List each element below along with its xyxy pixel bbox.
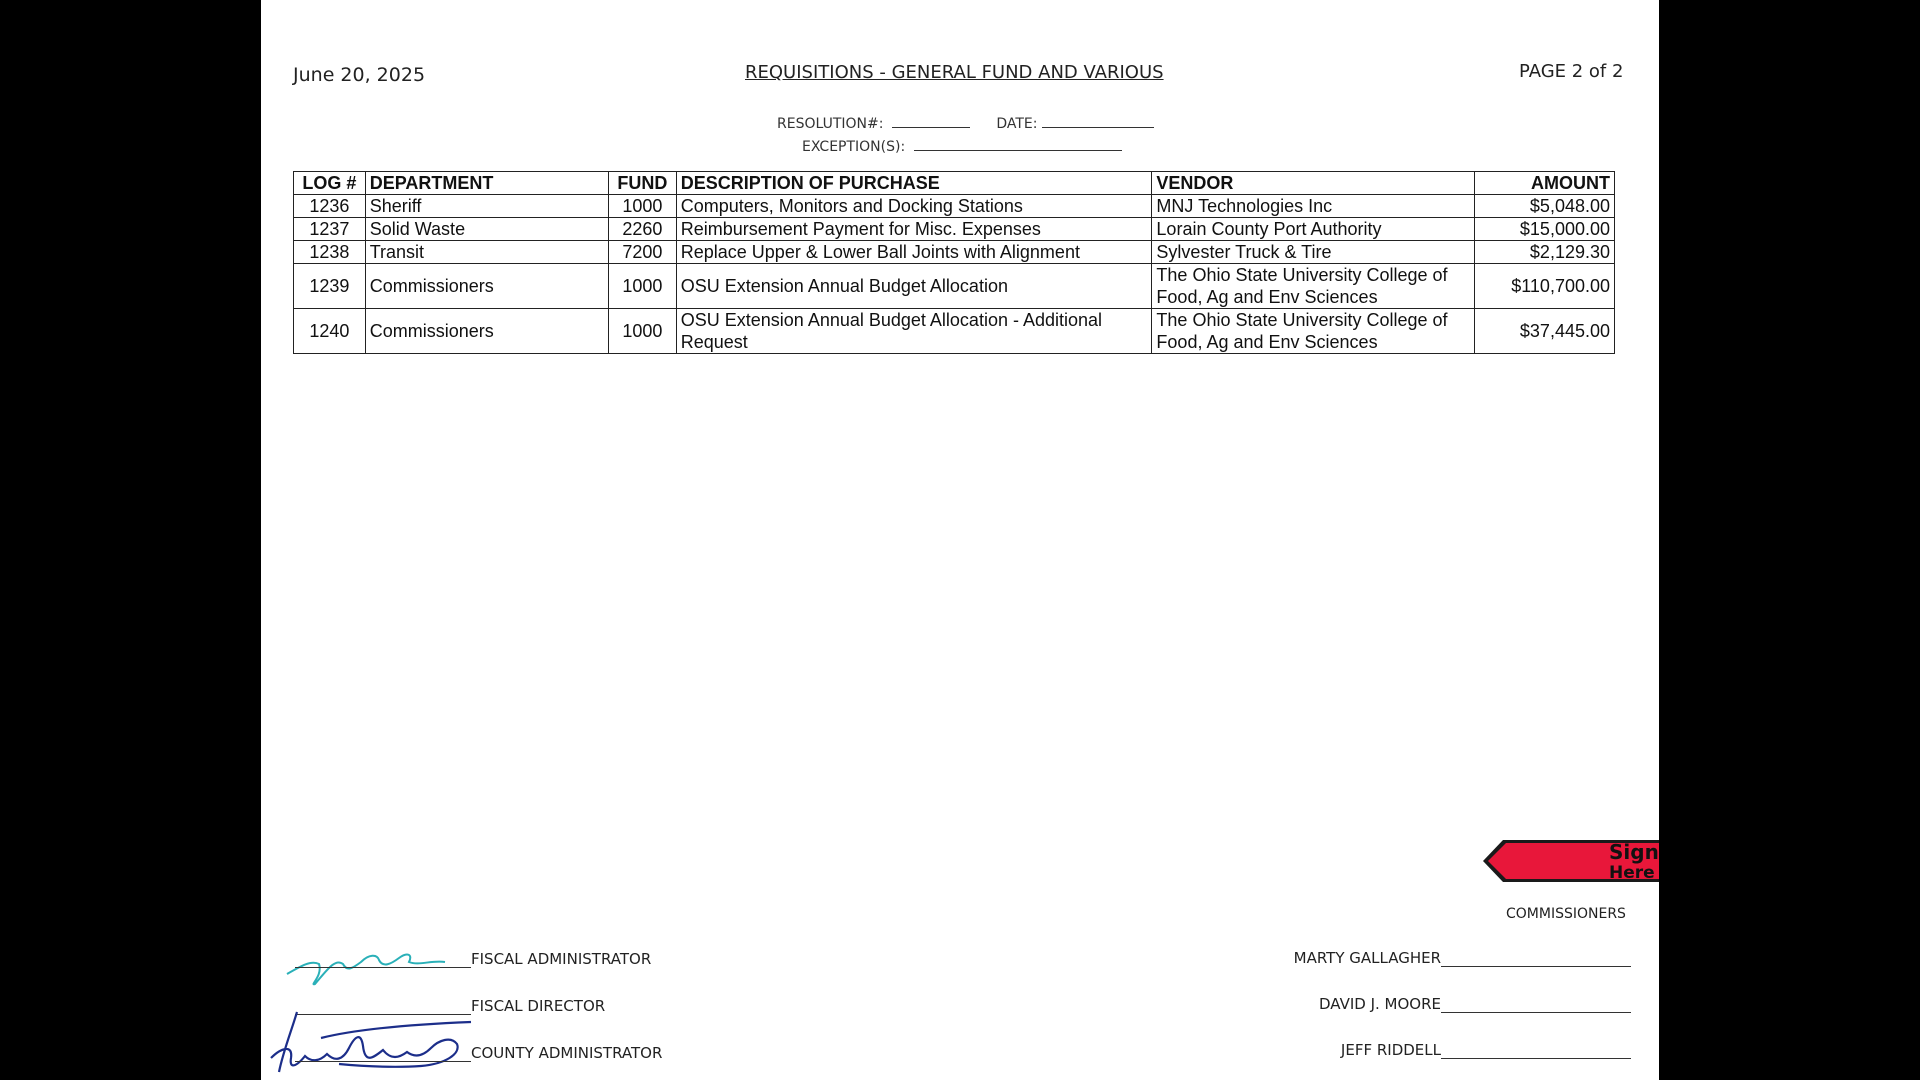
exceptions-label: EXCEPTION(S): [802, 139, 906, 155]
cell-log: 1240 [294, 309, 366, 354]
cell-department: Solid Waste [365, 218, 608, 241]
commissioner-3-line [1341, 1041, 1631, 1059]
col-header-amount: AMOUNT [1474, 172, 1614, 195]
cell-log: 1237 [294, 218, 366, 241]
commissioner-1-line [1294, 949, 1631, 967]
sign-here-text-2: Here [1609, 863, 1655, 883]
col-header-fund: FUND [609, 172, 677, 195]
resolution-label: RESOLUTION#: [777, 116, 884, 132]
exceptions-blank [914, 137, 1122, 151]
commissioner-2-name: DAVID J. MOORE [1318, 995, 1441, 1013]
col-header-log: LOG # [294, 172, 366, 195]
cell-amount: $15,000.00 [1474, 218, 1614, 241]
fiscal-admin-blank [295, 966, 471, 968]
cell-fund: 2260 [609, 218, 677, 241]
col-header-vendor: VENDOR [1152, 172, 1474, 195]
requisitions-table [293, 171, 1615, 354]
fiscal-admin-line [295, 950, 651, 968]
cell-vendor: The Ohio State University College of Food, Ag and Env Sciences [1152, 309, 1474, 354]
cell-vendor: The Ohio State University College of Food, Ag and Env Sciences [1152, 264, 1474, 309]
cell-description: OSU Extension Annual Budget Allocation [676, 264, 1152, 309]
cell-log: 1239 [294, 264, 366, 309]
cell-department: Sheriff [365, 195, 608, 218]
commissioner-3-name: JEFF RIDDELL [1340, 1041, 1441, 1059]
cell-amount: $37,445.00 [1474, 309, 1614, 354]
cell-fund: 1000 [609, 195, 677, 218]
table-row [294, 195, 1615, 218]
table-header-row [294, 172, 1615, 195]
document-title: REQUISITIONS - GENERAL FUND AND VARIOUS [745, 62, 1164, 83]
fiscal-director-label: FISCAL DIRECTOR [471, 997, 606, 1015]
cell-vendor: Sylvester Truck & Tire [1152, 241, 1474, 264]
document-date: June 20, 2025 [293, 64, 426, 86]
commissioner-2-blank[interactable] [1441, 1011, 1631, 1013]
cell-fund: 1000 [609, 264, 677, 309]
fiscal-admin-label: FISCAL ADMINISTRATOR [471, 950, 652, 968]
col-header-description: DESCRIPTION OF PURCHASE [676, 172, 1152, 195]
commissioner-2-line [1319, 995, 1631, 1013]
cell-fund: 7200 [609, 241, 677, 264]
cell-department: Commissioners [365, 309, 608, 354]
cell-amount: $110,700.00 [1474, 264, 1614, 309]
commissioner-1-name: MARTY GALLAGHER [1293, 949, 1441, 967]
cell-description: OSU Extension Annual Budget Allocation - Additional Request [676, 309, 1152, 354]
table-row [294, 264, 1615, 309]
cell-vendor: Lorain County Port Authority [1152, 218, 1474, 241]
page-number: PAGE 2 of 2 [1519, 61, 1624, 82]
commissioner-1-blank[interactable] [1441, 965, 1631, 967]
table-row [294, 309, 1615, 354]
table-row [294, 218, 1615, 241]
resolution-line [777, 114, 1154, 132]
cell-log: 1236 [294, 195, 366, 218]
table-row [294, 241, 1615, 264]
sign-here-text: Sign [1609, 840, 1659, 864]
commissioners-label: COMMISSIONERS [1506, 906, 1626, 922]
county-admin-label: COUNTY ADMINISTRATOR [471, 1044, 663, 1062]
county-admin-line [295, 1044, 662, 1062]
cell-description: Computers, Monitors and Docking Stations [676, 195, 1152, 218]
cell-vendor: MNJ Technologies Inc [1152, 195, 1474, 218]
commissioner-3-blank[interactable] [1441, 1057, 1631, 1059]
cell-amount: $5,048.00 [1474, 195, 1614, 218]
document-page [261, 0, 1659, 1080]
cell-description: Reimbursement Payment for Misc. Expenses [676, 218, 1152, 241]
cell-department: Commissioners [365, 264, 608, 309]
exceptions-line [802, 137, 1122, 155]
resolution-blank [892, 114, 970, 128]
cell-amount: $2,129.30 [1474, 241, 1614, 264]
date-blank [1042, 114, 1154, 128]
cell-department: Transit [365, 241, 608, 264]
cell-fund: 1000 [609, 309, 677, 354]
date-label: DATE: [996, 116, 1038, 132]
cell-log: 1238 [294, 241, 366, 264]
county-admin-blank [295, 1060, 471, 1062]
sign-here-flag[interactable] [1481, 838, 1659, 884]
col-header-department: DEPARTMENT [365, 172, 608, 195]
cell-description: Replace Upper & Lower Ball Joints with Alignment [676, 241, 1152, 264]
